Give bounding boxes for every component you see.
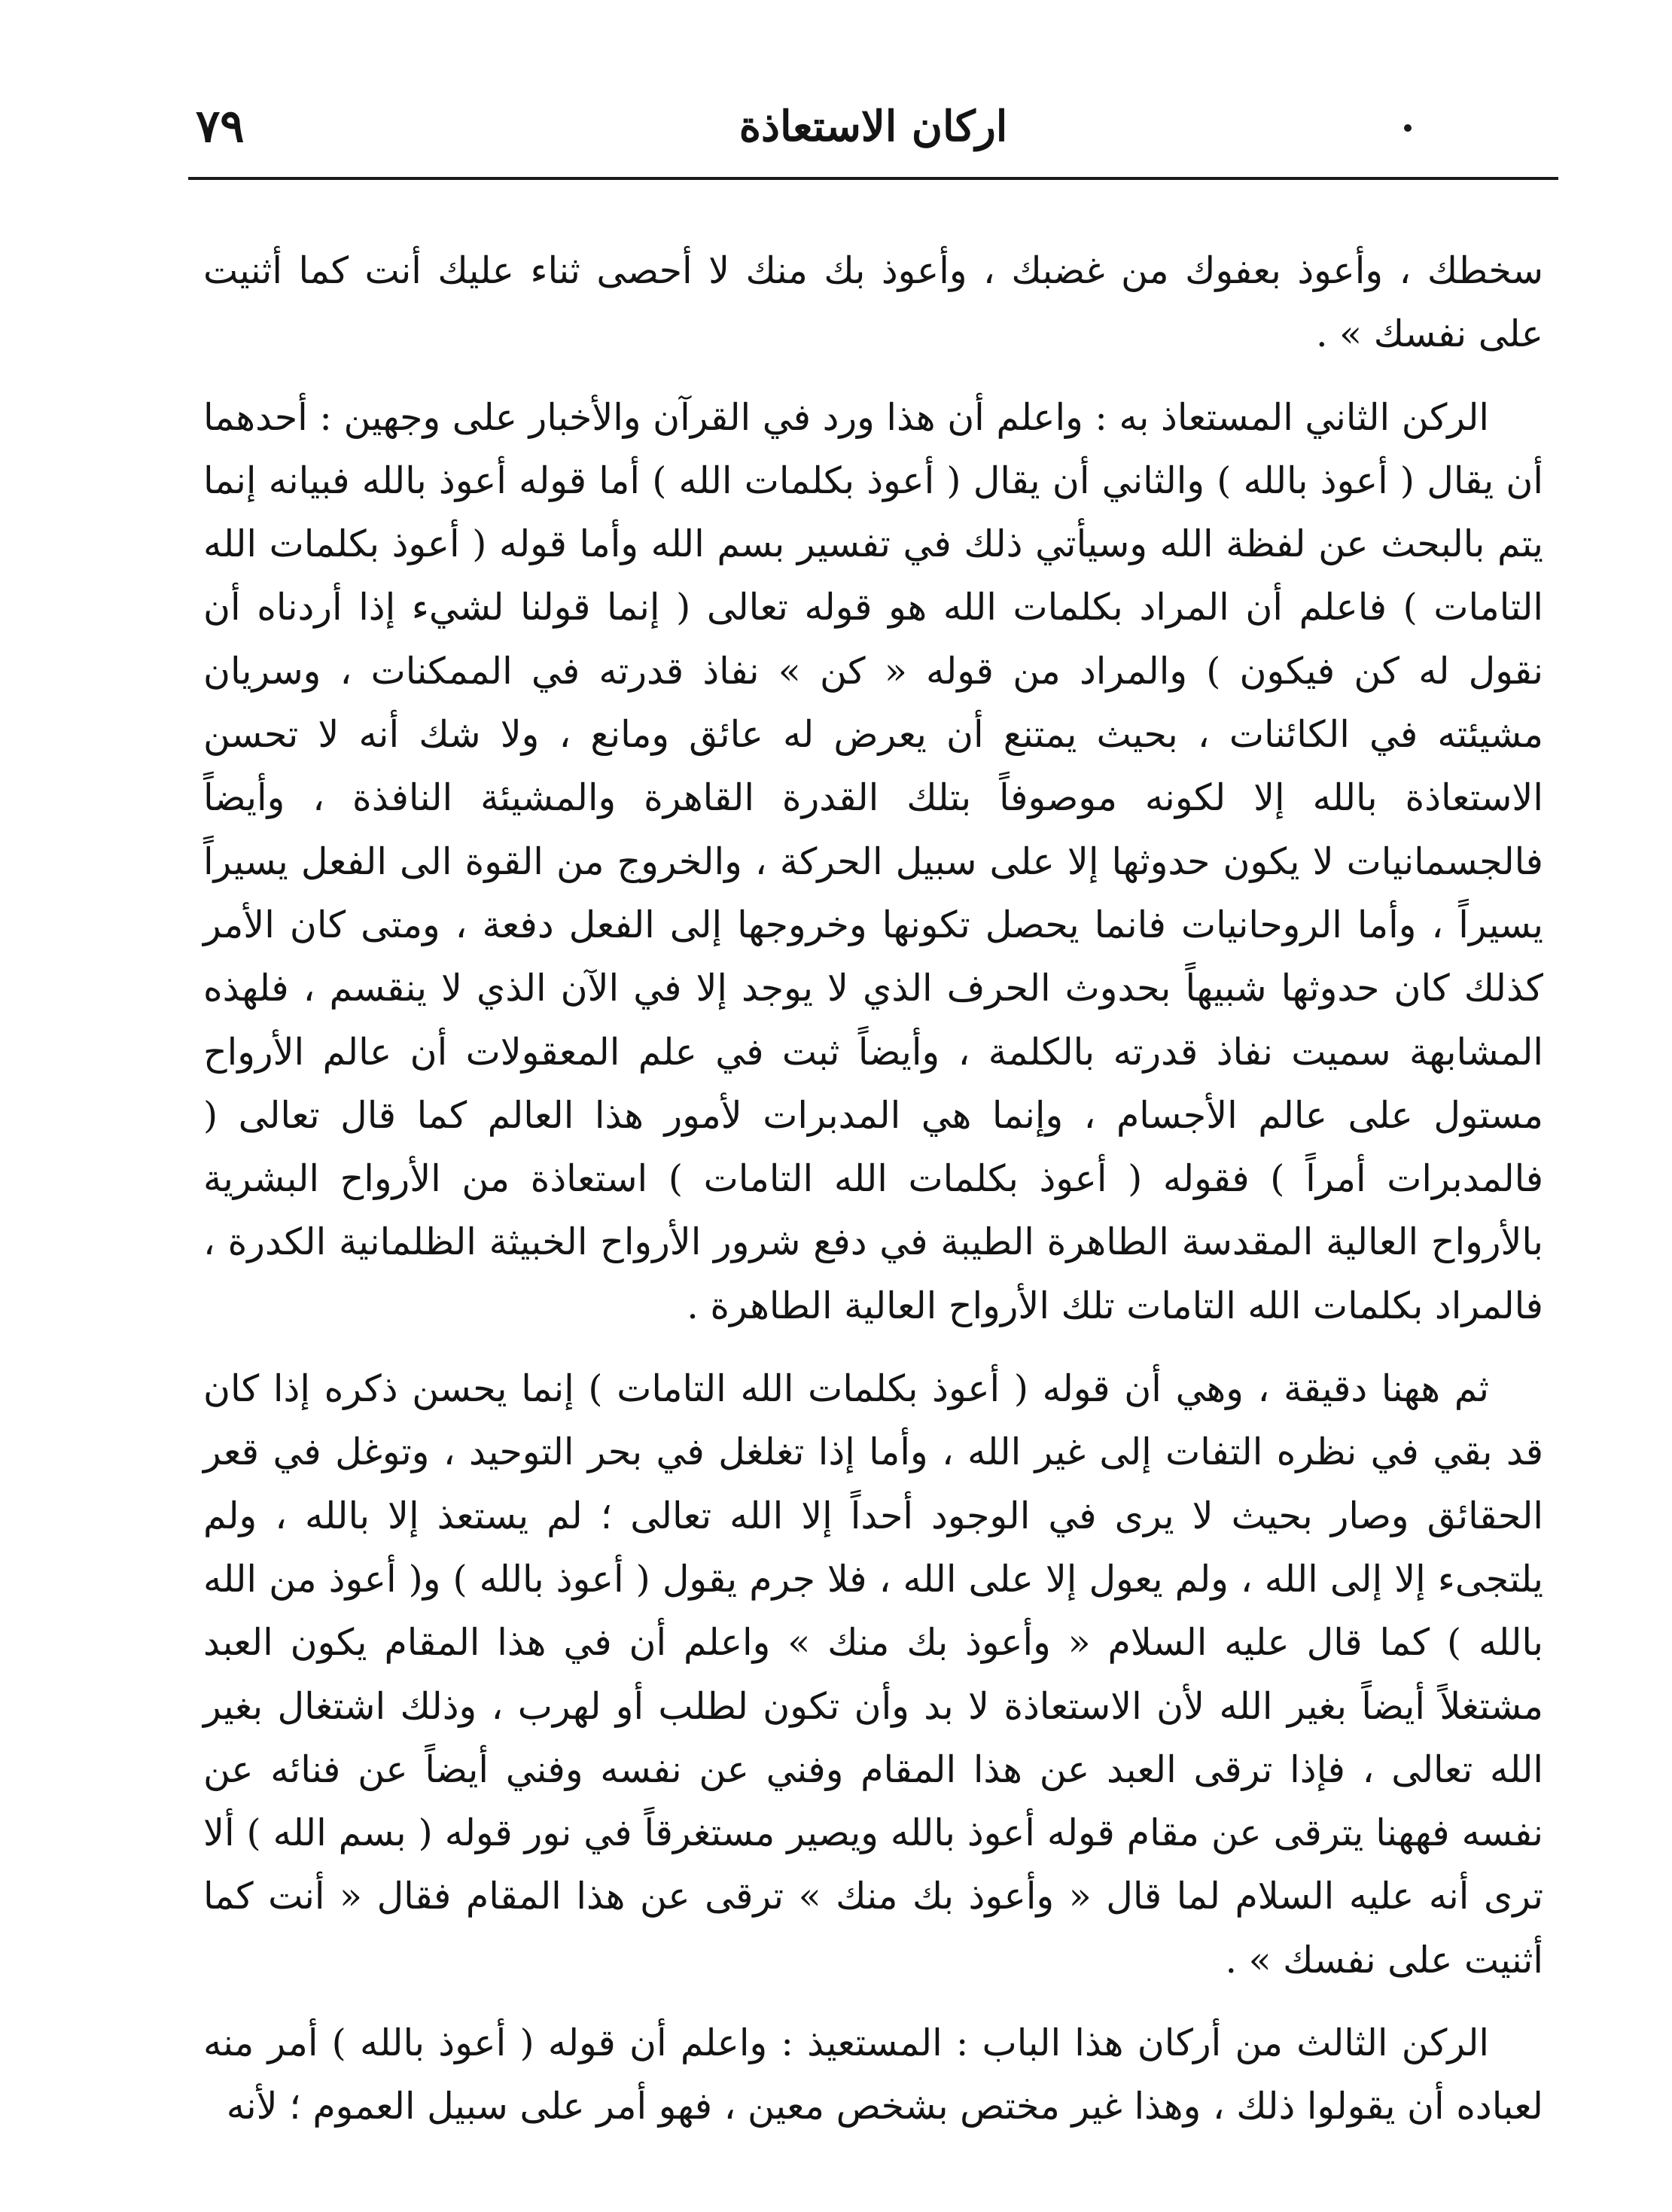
header-dot-mark <box>1404 124 1412 132</box>
running-header <box>188 94 1558 180</box>
chapter-title: اركان الاستعاذة <box>739 102 1008 151</box>
page-number: ٧٩ <box>196 100 245 153</box>
paragraph-second-pillar: الركن الثاني المستعاذ به : واعلم أن هذا ورد في القرآن والأخبار على وجهين : أحدهما أن يقال ( أعوذ بالله ) والثاني أن يقال ( أعوذ بكلمات الله ) أما قوله أعوذ بالله فبيانه إنما يتم بالبحث عن لفظة الله وسيأتي ذلك في تفسير بسم الله وأما قوله ( أعوذ بكلمات الله التامات ) فاعلم أن المراد بكلمات الله هو قوله تعالى ( إنما قولنا لشيء إذا أردناه أن نقول له كن فيكون ) والمراد من قوله « كن » نفاذ قدرته في الممكنات ، وسريان مشيئته في الكائنات ، بحيث يمتنع أن يعرض له عائق ومانع ، ولا شك أنه لا تحسن الاستعاذة بالله إلا لكونه موصوفاً بتلك القدرة القاهرة والمشيئة النافذة ، وأيضاً فالجسمانيات لا يكون حدوثها إلا على سبيل الحركة ، والخروج من القوة الى الفعل يسيراً يسيراً ، وأما الروحانيات فانما يحصل تكونها وخروجها إلى الفعل دفعة ، ومتى كان الأمر كذلك كان حدوثها شبيهاً بحدوث الحرف الذي لا يوجد إلا في الآن الذي لا ينقسم ، فلهذه المشابهة سميت نفاذ قدرته بالكلمة ، وأيضاً ثبت في علم المعقولات أن عالم الأرواح مستول على عالم الأجسام ، وإنما هي المدبرات لأمور هذا العالم كما قال تعالى ( فالمدبرات أمراً ) فقوله ( أعوذ بكلمات الله التامات ) استعاذة من الأرواح البشرية بالأرواح العالية المقدسة الطاهرة الطيبة في دفع شرور الأرواح الخبيثة الظلمانية الكدرة ، فالمراد بكلمات الله التامات تلك الأرواح العالية الطاهرة . <box>203 395 1543 1327</box>
main-text <box>203 239 1543 2139</box>
paragraph-subtlety: ثم ههنا دقيقة ، وهي أن قوله ( أعوذ بكلمات الله التامات ) إنما يحسن ذكره إذا كان قد بقي في نظره التفات إلى غير الله ، وأما إذا تغلغل في بحر التوحيد ، وتوغل في قعر الحقائق وصار بحيث لا يرى في الوجود أحداً إلا الله تعالى ؛ لم يستعذ إلا بالله ، ولم يلتجىء إلا إلى الله ، ولم يعول إلا على الله ، فلا جرم يقول ( أعوذ بالله ) و( أعوذ من الله بالله ) كما قال عليه السلام « وأعوذ بك منك » واعلم أن في هذا المقام يكون العبد مشتغلاً أيضاً بغير الله لأن الاستعاذة لا بد وأن تكون لطلب أو لهرب ، وذلك اشتغال بغير الله تعالى ، فإذا ترقى العبد عن هذا المقام وفني عن نفسه وفني أيضاً عن فنائه عن نفسه فههنا يترقى عن مقام قوله أعوذ بالله ويصير مستغرقاً في نور قوله ( بسم الله ) ألا ترى أنه عليه السلام لما قال « وأعوذ بك منك » ترقى عن هذا المقام فقال « أنت كما أثنيت على نفسك » . <box>203 1367 1543 1982</box>
paragraph-continuation: سخطك ، وأعوذ بعفوك من غضبك ، وأعوذ بك منك لا أحصى ثناء عليك أنت كما أثنيت على نفسك » . <box>203 249 1543 356</box>
paragraph-third-pillar: الركن الثالث من أركان هذا الباب : المستعيذ : واعلم أن قوله ( أعوذ بالله ) أمر منه لعباده أن يقولوا ذلك ، وهذا غير مختص بشخص معين ، فهو أمر على سبيل العموم ؛ لأنه <box>203 2022 1543 2128</box>
